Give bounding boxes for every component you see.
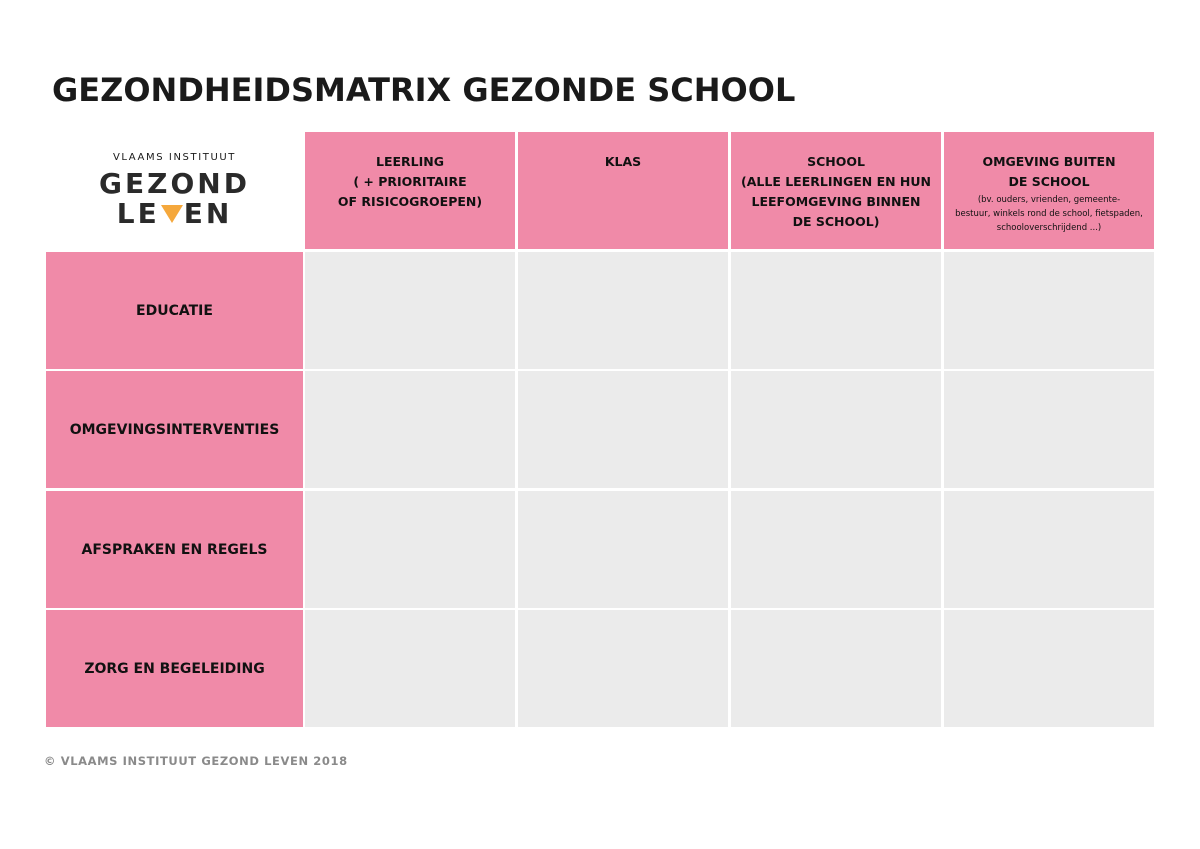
matrix-cell-r3-c4[interactable] xyxy=(944,491,1154,608)
row-header-label: ZORG EN BEGELEIDING xyxy=(84,660,265,677)
matrix-cell-r1-c2[interactable] xyxy=(518,252,728,369)
logo-word-en: EN xyxy=(183,197,233,230)
row-header-1 xyxy=(46,252,303,369)
page-title: GEZONDHEIDSMATRIX GEZONDE SCHOOL xyxy=(52,71,796,109)
row-header-label: AFSPRAKEN EN REGELS xyxy=(81,541,268,558)
logo-line-1 xyxy=(99,169,250,199)
logo-word-le: LE xyxy=(116,197,160,230)
matrix-cell-r3-c3[interactable] xyxy=(731,491,941,608)
column-header-note: (bv. ouders, vrienden, gemeente- bestuur, winkels rond de school, fietspaden, schooloverschrijdend ...) xyxy=(955,195,1143,233)
logo-vlaams-instituut-gezond-leven xyxy=(46,132,303,249)
row-header-3 xyxy=(46,491,303,608)
matrix-cell-r4-c2[interactable] xyxy=(518,610,728,727)
logo-triangle-icon xyxy=(161,204,183,224)
matrix-cell-r4-c4[interactable] xyxy=(944,610,1154,727)
matrix-cell-r2-c3[interactable] xyxy=(731,371,941,488)
matrix-cell-r1-c4[interactable] xyxy=(944,252,1154,369)
matrix-cell-r3-c2[interactable] xyxy=(518,491,728,608)
matrix-cell-r2-c1[interactable] xyxy=(305,371,515,488)
matrix-cell-r1-c3[interactable] xyxy=(731,252,941,369)
matrix-cell-r2-c4[interactable] xyxy=(944,371,1154,488)
row-header-4 xyxy=(46,610,303,727)
column-header-title: OMGEVING BUITEN DE SCHOOL xyxy=(982,154,1116,189)
matrix-cell-r1-c1[interactable] xyxy=(305,252,515,369)
column-header-4 xyxy=(944,132,1154,249)
logo-word-gezond: GEZOND xyxy=(99,167,250,200)
column-header-title: SCHOOL (ALLE LEERLINGEN EN HUN LEEFOMGEVING BINNEN DE SCHOOL) xyxy=(741,154,931,229)
logo-line-2 xyxy=(117,199,233,229)
copyright-footer: © VLAAMS INSTITUUT GEZOND LEVEN 2018 xyxy=(44,754,348,768)
row-header-label: OMGEVINGSINTERVENTIES xyxy=(69,421,280,438)
row-header-2 xyxy=(46,371,303,488)
column-header-2 xyxy=(518,132,728,249)
matrix-cell-r4-c3[interactable] xyxy=(731,610,941,727)
column-header-title: LEERLING ( + PRIORITAIRE OF RISICOGROEPEN) xyxy=(337,154,483,209)
column-header-1 xyxy=(305,132,515,249)
logo-subtitle: VLAAMS INSTITUUT xyxy=(112,152,237,163)
row-header-label: EDUCATIE xyxy=(136,302,213,319)
matrix-cell-r4-c1[interactable] xyxy=(305,610,515,727)
matrix-cell-r2-c2[interactable] xyxy=(518,371,728,488)
column-header-title: KLAS xyxy=(604,154,642,169)
column-header-3 xyxy=(731,132,941,249)
matrix-cell-r3-c1[interactable] xyxy=(305,491,515,608)
